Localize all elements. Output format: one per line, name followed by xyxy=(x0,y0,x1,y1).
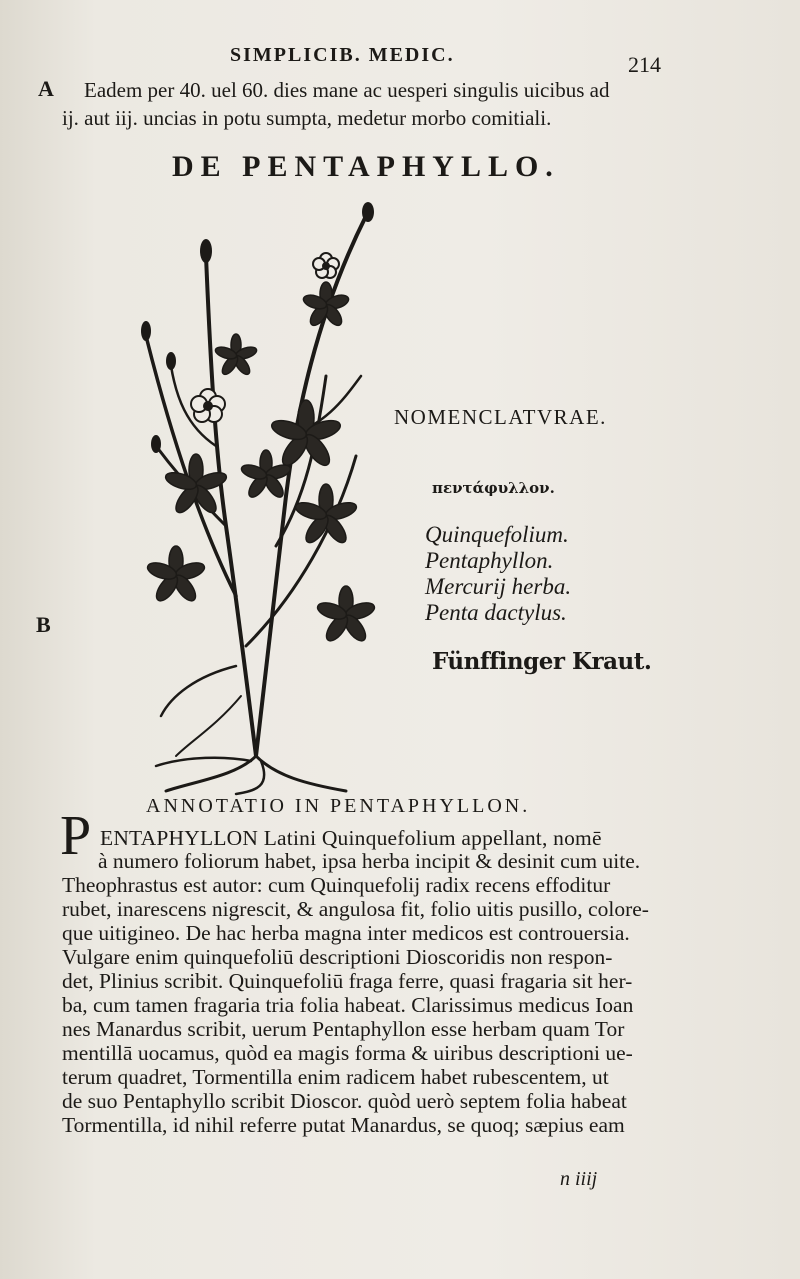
annotation-line: Vulgare enim quinquefoliū descriptioni Dioscoridis non respon- xyxy=(62,945,613,969)
annotation-line: Theophrastus est autor: cum Quinquefolij radix recens effoditur xyxy=(62,873,611,897)
annotation-line: mentillā uocamus, quòd ea magis forma & uiribus descriptioni ue- xyxy=(62,1041,633,1065)
latin-names xyxy=(425,522,571,626)
latin-name: Penta dactylus. xyxy=(425,600,567,625)
page-number: 214 xyxy=(628,52,661,77)
greek-name: πεντάφυλλον. xyxy=(432,479,555,497)
annotation-title: ANNOTATIO IN PENTAPHYLLON. xyxy=(146,795,531,817)
top-text-line: ij. aut iij. uncias in potu sumpta, medetur morbo comitiali. xyxy=(62,106,552,130)
german-name: Fünffinger Kraut. xyxy=(432,648,652,675)
annotation-line: ENTAPHYLLON Latini Quinquefolium appellant, nomē xyxy=(100,826,602,850)
margin-letter-a: A xyxy=(38,76,54,101)
annotation-line: à numero foliorum habet, ipsa herba incipit & desinit cum uite. xyxy=(98,849,641,873)
latin-name: Mercurij herba. xyxy=(425,574,572,599)
annotation-line: de suo Pentaphyllo scribit Dioscor. quòd uerò septem folia habeat xyxy=(62,1089,627,1113)
latin-name: Quinquefolium. xyxy=(425,522,569,547)
annotation-line: ba, cum tamen fragaria tria folia habeat. Clarissimus medicus Ioan xyxy=(62,993,634,1017)
annotation-line: nes Manardus scribit, uerum Pentaphyllon esse herbam quam Tor xyxy=(62,1017,625,1041)
signature-mark: n iiij xyxy=(560,1168,598,1190)
margin-letter-b: B xyxy=(36,612,51,637)
top-text-line: Eadem per 40. uel 60. dies mane ac uesperi singulis uicibus ad xyxy=(84,78,610,102)
nomenclature-title: NOMENCLATVRAE. xyxy=(394,405,607,429)
drop-cap: P xyxy=(60,805,92,867)
running-head: SIMPLICIB. MEDIC. xyxy=(230,44,455,66)
annotation-line: Tormentilla, id nihil referre putat Manardus, se quoq; sæpius eam xyxy=(62,1113,625,1137)
annotation-line: que uitigineo. De hac herba magna inter medicos est controuersia. xyxy=(62,921,630,945)
annotation-line: terum quadret, Tormentilla enim radicem habet rubescentem, ut xyxy=(62,1065,609,1089)
annotation-line: rubet, inarescens nigrescit, & angulosa fit, folio uitis pusillo, colore- xyxy=(62,897,649,921)
section-title: DE PENTAPHYLLO. xyxy=(172,150,560,183)
annotation-line: det, Plinius scribit. Quinquefoliū fraga ferre, quasi fragaria sit her- xyxy=(62,969,633,993)
latin-name: Pentaphyllon. xyxy=(425,548,554,573)
pentaphyllon-woodcut-icon xyxy=(116,196,396,800)
